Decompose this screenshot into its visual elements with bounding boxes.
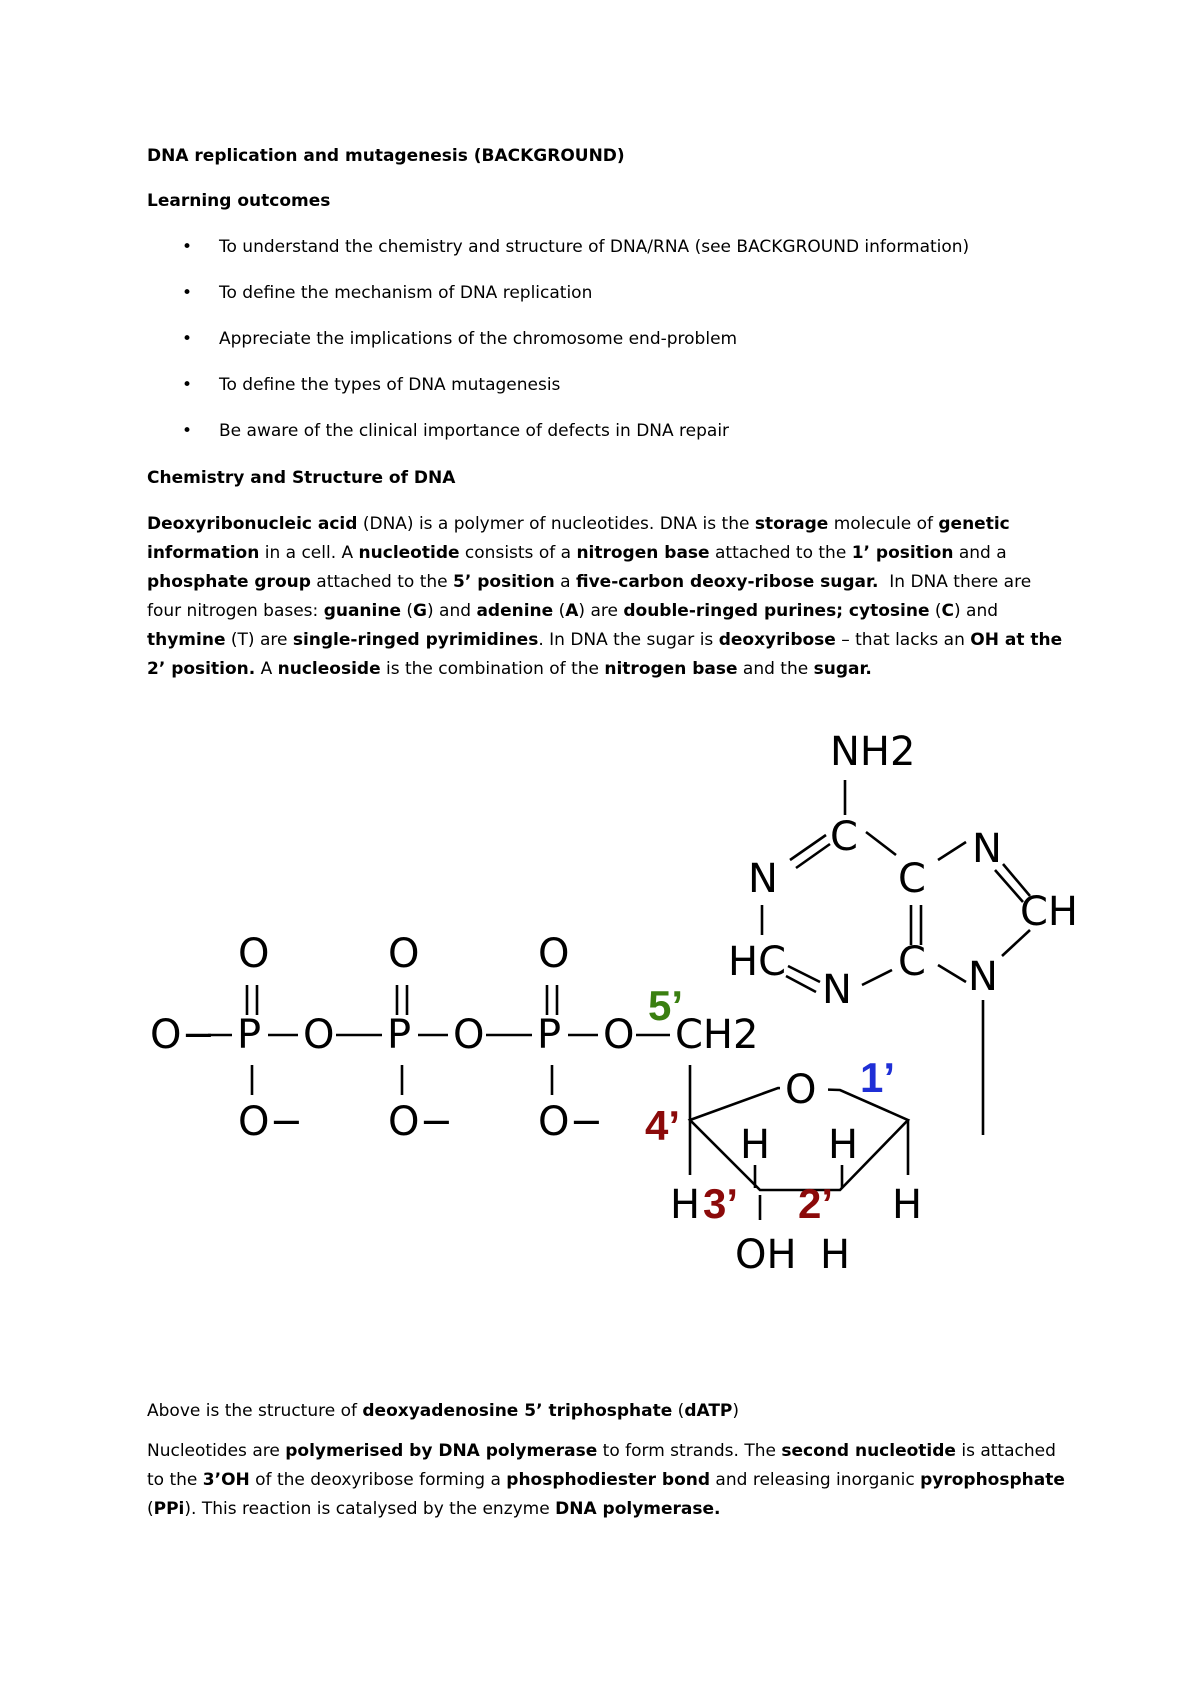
bond — [938, 842, 966, 860]
hydrogen-atom: H — [892, 1182, 923, 1228]
ch2-group: CH2 — [675, 1012, 759, 1058]
oxygen-atom: O — [603, 1012, 635, 1058]
phosphorus-atom: P — [387, 1012, 412, 1058]
carbon-atom: C — [898, 939, 926, 985]
learning-outcomes-list — [147, 236, 969, 466]
oxygen-anion: O− — [150, 1012, 215, 1058]
document-title: DNA replication and mutagenesis (BACKGROUND) — [147, 146, 625, 166]
learning-outcomes-heading: Learning outcomes — [147, 191, 331, 211]
list-item: • Appreciate the implications of the chromosome end-problem — [182, 329, 738, 349]
list-item: • To define the mechanism of DNA replication — [182, 283, 593, 303]
hydrogen-atom: H — [740, 1122, 771, 1168]
phosphorus-atom: P — [537, 1012, 562, 1058]
bullet-icon: • — [182, 237, 193, 257]
oxygen-anion: O− — [538, 1099, 603, 1145]
bond — [866, 832, 896, 855]
polymerisation-paragraph: Nucleotides are polymerised by DNA polymerase to form strands. The second nucleotide is attached to the 3’OH of the deoxyribose forming a phosphodiester bond and releasing inorganic pyrophosphate (PPi). This reaction is catalysed by the enzyme DNA polymerase. — [147, 1441, 1065, 1519]
nitrogen-atom: N — [972, 826, 1002, 872]
carbon-atom: C — [830, 814, 858, 860]
three-prime-label: 3’ — [703, 1180, 739, 1227]
bullet-icon: • — [182, 283, 193, 303]
bullet-icon: • — [182, 375, 193, 395]
amine-group: NH2 — [830, 729, 916, 775]
five-prime-label: 5’ — [648, 982, 684, 1029]
bond — [995, 870, 1023, 902]
hydroxyl-group: OH — [735, 1232, 797, 1278]
oxygen-atom: O — [303, 1012, 335, 1058]
four-prime-label: 4’ — [645, 1102, 681, 1149]
section-heading: Chemistry and Structure of DNA — [147, 468, 456, 488]
bond — [790, 835, 826, 860]
ring-oxygen: O — [785, 1067, 817, 1113]
hc-group: HC — [728, 939, 787, 985]
bond — [796, 844, 830, 868]
oxygen-atom: O — [453, 1012, 485, 1058]
bullet-icon: • — [182, 421, 193, 441]
oxygen-atom: O — [538, 931, 570, 977]
list-item: • To define the types of DNA mutagenesis — [182, 375, 561, 395]
phosphorus-atom: P — [237, 1012, 262, 1058]
ch-group: CH — [1020, 889, 1079, 935]
hydrogen-atom: H — [670, 1182, 701, 1228]
oxygen-atom: O — [238, 931, 270, 977]
hydrogen-atom: H — [828, 1122, 859, 1168]
carbon-atom: C — [898, 856, 926, 902]
hydrogen-atom: H — [820, 1232, 851, 1278]
list-item: • Be aware of the clinical importance of defects in DNA repair — [182, 421, 730, 441]
bond — [1003, 864, 1030, 896]
two-prime-label: 2’ — [798, 1180, 834, 1227]
nitrogen-atom: N — [968, 954, 998, 1000]
oxygen-atom: O — [388, 931, 420, 977]
bond — [1002, 930, 1030, 956]
one-prime-label: 1’ — [860, 1054, 896, 1101]
figure-caption: Above is the structure of deoxyadenosine 5’ triphosphate (dATP) — [147, 1401, 740, 1421]
bullet-icon: • — [182, 329, 193, 349]
datp-structure-diagram — [140, 720, 1100, 1360]
bond — [938, 965, 966, 982]
nitrogen-atom: N — [822, 967, 852, 1013]
oxygen-anion: O− — [238, 1099, 303, 1145]
list-item: • To understand the chemistry and structure of DNA/RNA (see BACKGROUND information) — [182, 237, 970, 257]
nitrogen-atom: N — [748, 856, 778, 902]
oxygen-anion: O− — [388, 1099, 453, 1145]
bond — [862, 970, 892, 985]
dna-paragraph: Deoxyribonucleic acid (DNA) is a polymer of nucleotides. DNA is the storage molecule of genetic information in a cell. A nucleotide consists of a nitrogen base attached to the 1’ position and a phosphate group attached to the 5’ position a five-carbon deoxy-ribose sugar. In DNA there are four nitrogen bases: guanine (G) and adenine (A) are double-ringed purines; cytosine (C) and thymine (T) are single-ringed pyrimidines. In DNA the sugar is deoxyribose – that lacks an OH at the 2’ position. A nucleoside is the combination of the nitrogen base and the sugar. — [147, 514, 1063, 679]
